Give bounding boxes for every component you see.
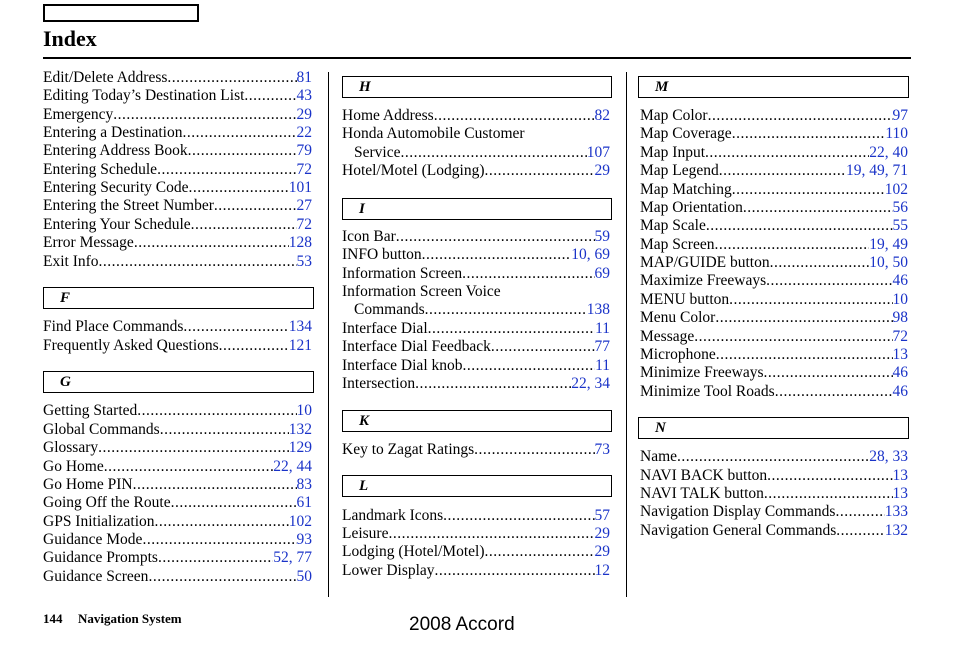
dot-leader: [189, 179, 289, 197]
entry-label: Information Screen: [342, 265, 463, 282]
page-link[interactable]: 57: [594, 507, 610, 524]
entry-label: Entering Your Schedule: [43, 216, 191, 233]
index-entry: [354, 144, 610, 162]
dot-leader: [104, 458, 274, 476]
dot-leader: [422, 246, 572, 264]
page-link[interactable]: 129: [288, 439, 312, 456]
dot-leader: [388, 525, 594, 543]
page-link[interactable]: 52, 77: [273, 549, 312, 566]
dot-leader: [474, 441, 594, 459]
entry-label: Find Place Commands: [43, 318, 184, 335]
page-link[interactable]: 10, 69: [571, 246, 610, 263]
dot-leader: [188, 142, 297, 160]
page-link[interactable]: 59: [594, 228, 610, 245]
index-entry: [43, 337, 312, 355]
entry-label: Lodging (Hotel/Motel): [342, 543, 485, 560]
entry-label: Frequently Asked Questions: [43, 337, 219, 354]
page-link[interactable]: 77: [594, 338, 610, 355]
entry-label: Minimize Tool Roads: [640, 383, 775, 400]
page-link[interactable]: 101: [288, 179, 312, 196]
entry-label: Leisure: [342, 525, 389, 542]
page-link[interactable]: 69: [594, 265, 610, 282]
page-link[interactable]: 22: [296, 124, 312, 141]
page-link[interactable]: 10: [296, 402, 312, 419]
dot-leader: [214, 197, 297, 215]
entry-label: Editing Today’s Destination List: [43, 87, 245, 104]
index-entry: [640, 346, 908, 364]
entry-label: Map Orientation: [640, 199, 743, 216]
column-divider-1: [328, 72, 329, 597]
entry-label: Entering Security Code: [43, 179, 189, 196]
entry-label: Entering Schedule: [43, 161, 158, 178]
entry-label: GPS Initialization: [43, 513, 155, 530]
page-link[interactable]: 22, 40: [869, 144, 908, 161]
entry-label: Map Matching: [640, 181, 732, 198]
dot-leader: [99, 253, 297, 271]
entry-label: Menu Color: [640, 309, 716, 326]
index-entry: [640, 217, 908, 235]
section-header-f: F: [43, 287, 314, 309]
entry-label: INFO button: [342, 246, 422, 263]
page-link[interactable]: 82: [594, 107, 610, 124]
dot-leader: [485, 162, 595, 180]
page-link[interactable]: 121: [288, 337, 312, 354]
index-entry-heading: Information Screen Voice: [342, 283, 501, 300]
dot-leader: [113, 106, 296, 124]
entry-label: Map Color: [640, 107, 708, 124]
page-link[interactable]: 97: [892, 107, 908, 124]
footer-title: Navigation System: [78, 611, 182, 626]
index-entry: [43, 87, 312, 105]
page-link[interactable]: 10: [892, 291, 908, 308]
dot-leader: [719, 162, 846, 180]
dot-leader: [716, 346, 893, 364]
section-header-i: I: [342, 198, 612, 220]
dot-leader: [158, 549, 273, 567]
index-entry: [640, 364, 908, 382]
index-entry-heading: Honda Automobile Customer: [342, 125, 525, 142]
dot-leader: [714, 236, 869, 254]
entry-label: Message: [640, 328, 695, 345]
section-header-m: M: [638, 76, 909, 98]
page-link[interactable]: 107: [586, 144, 610, 161]
dot-leader: [191, 216, 297, 234]
dot-leader: [415, 375, 571, 393]
entry-label: NAVI BACK button: [640, 467, 768, 484]
page-link[interactable]: 98: [892, 309, 908, 326]
index-entry: [43, 106, 312, 124]
dot-leader: [148, 568, 296, 586]
entry-label: Interface Dial Feedback: [342, 338, 491, 355]
index-entry: [342, 357, 610, 375]
entry-label: MENU button: [640, 291, 730, 308]
dot-leader: [836, 522, 884, 540]
page-link[interactable]: 28, 33: [869, 448, 908, 465]
entry-label: Navigation General Commands: [640, 522, 837, 539]
index-entry: [640, 236, 908, 254]
entry-label: Map Coverage: [640, 125, 732, 142]
index-entry: [342, 246, 610, 264]
entry-label: Map Scale: [640, 217, 706, 234]
index-entry: [43, 421, 312, 439]
index-entry: [43, 494, 312, 512]
entry-label: Edit/Delete Address: [43, 69, 168, 86]
dot-leader: [157, 161, 296, 179]
dot-leader: [491, 338, 595, 356]
dot-leader: [706, 217, 893, 235]
page-link[interactable]: 12: [594, 562, 610, 579]
page-link[interactable]: 102: [288, 513, 312, 530]
page-link[interactable]: 61: [296, 494, 312, 511]
index-entry: [640, 467, 908, 485]
entry-label: Guidance Screen: [43, 568, 149, 585]
page-link[interactable]: 72: [296, 161, 312, 178]
entry-label: Minimize Freeways: [640, 364, 764, 381]
entry-label: Name: [640, 448, 678, 465]
page-link[interactable]: 43: [296, 87, 312, 104]
index-entry: [43, 253, 312, 271]
dot-leader: [171, 494, 297, 512]
dot-leader: [732, 181, 885, 199]
index-entry: [640, 107, 908, 125]
page-link[interactable]: 79: [296, 142, 312, 159]
page-link[interactable]: 102: [884, 181, 908, 198]
title-rule: [43, 57, 911, 59]
entry-label: Entering a Destination: [43, 124, 183, 141]
entry-label: Icon Bar: [342, 228, 396, 245]
dot-leader: [435, 562, 595, 580]
dot-leader: [183, 318, 288, 336]
page-link[interactable]: 55: [892, 217, 908, 234]
page-link[interactable]: 138: [586, 301, 610, 318]
dot-leader: [764, 485, 893, 503]
section-tab-box: [43, 4, 199, 22]
index-entry: [640, 383, 908, 401]
index-entry: [43, 568, 312, 586]
index-entry: [342, 265, 610, 283]
dot-leader: [677, 448, 869, 466]
entry-label: Map Input: [640, 144, 706, 161]
entry-label: Map Screen: [640, 236, 715, 253]
dot-leader: [434, 107, 595, 125]
index-entry: [342, 562, 610, 580]
dot-leader: [155, 513, 289, 531]
index-entry: [43, 531, 312, 549]
entry-label: Lower Display: [342, 562, 435, 579]
page-link[interactable]: 72: [892, 328, 908, 345]
dot-leader: [400, 144, 586, 162]
page-link[interactable]: 19, 49: [869, 236, 908, 253]
index-entry: [640, 448, 908, 466]
dot-leader: [715, 309, 892, 327]
entry-label: Key to Zagat Ratings: [342, 441, 475, 458]
index-entry: [342, 162, 610, 180]
entry-label: Guidance Prompts: [43, 549, 158, 566]
dot-leader: [142, 531, 296, 549]
page-link[interactable]: 13: [892, 346, 908, 363]
page-link[interactable]: 29: [296, 106, 312, 123]
entry-label: Error Message: [43, 234, 134, 251]
index-entry: [640, 309, 908, 327]
entry-label: Maximize Freeways: [640, 272, 767, 289]
entry-label: Emergency: [43, 106, 114, 123]
dot-leader: [219, 337, 289, 355]
entry-label: Exit Info: [43, 253, 99, 270]
page-link[interactable]: 22, 44: [273, 458, 312, 475]
index-entry: [640, 328, 908, 346]
page-link[interactable]: 29: [594, 543, 610, 560]
page-link[interactable]: 53: [296, 253, 312, 270]
page-link[interactable]: 13: [892, 467, 908, 484]
dot-leader: [694, 328, 892, 346]
page-link[interactable]: 128: [288, 234, 312, 251]
model-label: 2008 Accord: [409, 614, 515, 635]
index-entry: [43, 513, 312, 531]
index-entry: [342, 228, 610, 246]
dot-leader: [708, 107, 893, 125]
index-entry: [43, 69, 312, 87]
page-link[interactable]: 93: [296, 531, 312, 548]
index-entry: [342, 338, 610, 356]
index-entry: [342, 375, 610, 393]
page-link[interactable]: 73: [594, 441, 610, 458]
entry-label: Global Commands: [43, 421, 160, 438]
dot-leader: [463, 357, 596, 375]
entry-label: Getting Started: [43, 402, 138, 419]
index-entry: [43, 216, 312, 234]
dot-leader: [764, 364, 893, 382]
page-link[interactable]: 46: [892, 383, 908, 400]
index-entry: [640, 485, 908, 503]
dot-leader: [133, 476, 297, 494]
index-entry: [342, 441, 610, 459]
page-link[interactable]: 46: [892, 364, 908, 381]
page-link[interactable]: 56: [892, 199, 908, 216]
entry-label: Map Legend: [640, 162, 719, 179]
index-entry: [342, 107, 610, 125]
entry-label: MAP/GUIDE button: [640, 254, 770, 271]
entry-label: NAVI TALK button: [640, 485, 764, 502]
index-entry: [43, 476, 312, 494]
page-link[interactable]: 19, 49, 71: [846, 162, 908, 179]
index-entry: [342, 507, 610, 525]
dot-leader: [705, 144, 869, 162]
dot-leader: [729, 291, 892, 309]
dot-leader: [443, 507, 594, 525]
entry-label: Entering the Street Number: [43, 197, 214, 214]
page-link[interactable]: 83: [296, 476, 312, 493]
page-link[interactable]: 10, 50: [869, 254, 908, 271]
dot-leader: [766, 272, 892, 290]
index-entry: [43, 179, 312, 197]
section-header-l: L: [342, 475, 612, 497]
section-header-n: N: [638, 417, 909, 439]
index-entry: [43, 402, 312, 420]
index-entry: [43, 197, 312, 215]
page-link[interactable]: 132: [288, 421, 312, 438]
index-entry: [640, 522, 908, 540]
dot-leader: [137, 402, 296, 420]
dot-leader: [462, 265, 594, 283]
page-link[interactable]: 132: [884, 522, 908, 539]
dot-leader: [767, 467, 892, 485]
page-link[interactable]: 11: [595, 320, 610, 337]
index-entry: [43, 124, 312, 142]
index-entry: [342, 525, 610, 543]
entry-label: Intersection: [342, 375, 416, 392]
entry-label: Interface Dial knob: [342, 357, 463, 374]
index-entry: [43, 234, 312, 252]
page-link[interactable]: 11: [595, 357, 610, 374]
index-entry: [43, 549, 312, 567]
page-link[interactable]: 81: [296, 69, 312, 86]
dot-leader: [835, 503, 884, 521]
entry-label: Navigation Display Commands: [640, 503, 836, 520]
dot-leader: [425, 301, 587, 319]
index-entry: [43, 458, 312, 476]
dot-leader: [182, 124, 296, 142]
page-link[interactable]: 110: [885, 125, 908, 142]
entry-label: Guidance Mode: [43, 531, 143, 548]
dot-leader: [775, 383, 893, 401]
entry-label: Go Home: [43, 458, 104, 475]
page-number: 144: [43, 611, 63, 626]
index-entry: [640, 144, 908, 162]
index-entry: [640, 503, 908, 521]
dot-leader: [244, 87, 296, 105]
page-link[interactable]: 134: [288, 318, 312, 335]
entry-label: Commands: [354, 301, 425, 318]
page-link[interactable]: 13: [892, 485, 908, 502]
index-entry: [640, 254, 908, 272]
column-divider-2: [626, 72, 627, 597]
index-entry: [640, 181, 908, 199]
section-header-h: H: [342, 76, 612, 98]
dot-leader: [160, 421, 289, 439]
dot-leader: [485, 543, 595, 561]
entry-label: Microphone: [640, 346, 716, 363]
entry-label: Entering Address Book: [43, 142, 188, 159]
dot-leader: [743, 199, 893, 217]
entry-label: Go Home PIN: [43, 476, 133, 493]
dot-leader: [98, 439, 289, 457]
index-entry: [640, 125, 908, 143]
index-entry: [640, 162, 908, 180]
index-entry: [640, 272, 908, 290]
page-link[interactable]: 22, 34: [571, 375, 610, 392]
page-link[interactable]: 50: [296, 568, 312, 585]
entry-label: Interface Dial: [342, 320, 428, 337]
dot-leader: [396, 228, 595, 246]
dot-leader: [167, 69, 296, 87]
entry-label: Service: [354, 144, 401, 161]
entry-label: Landmark Icons: [342, 507, 444, 524]
page-link[interactable]: 133: [884, 503, 908, 520]
entry-label: Glossary: [43, 439, 99, 456]
index-entry: [43, 142, 312, 160]
page-link[interactable]: 29: [594, 162, 610, 179]
index-entry: [640, 199, 908, 217]
index-entry: [342, 543, 610, 561]
dot-leader: [428, 320, 595, 338]
page-link[interactable]: 46: [892, 272, 908, 289]
page-title: Index: [43, 26, 97, 51]
entry-label: Hotel/Motel (Lodging): [342, 162, 485, 179]
page-link[interactable]: 72: [296, 216, 312, 233]
page-link[interactable]: 29: [594, 525, 610, 542]
section-header-g: G: [43, 371, 314, 393]
entry-label: Going Off the Route: [43, 494, 171, 511]
entry-label: Home Address: [342, 107, 434, 124]
index-entry: [342, 320, 610, 338]
index-entry: [640, 291, 908, 309]
dot-leader: [134, 234, 289, 252]
index-entry: [43, 439, 312, 457]
dot-leader: [770, 254, 870, 272]
index-entry: [43, 161, 312, 179]
index-entry: [43, 318, 312, 336]
page-link[interactable]: 27: [296, 197, 312, 214]
section-header-k: K: [342, 410, 612, 432]
dot-leader: [732, 125, 886, 143]
index-entry: [354, 301, 610, 319]
